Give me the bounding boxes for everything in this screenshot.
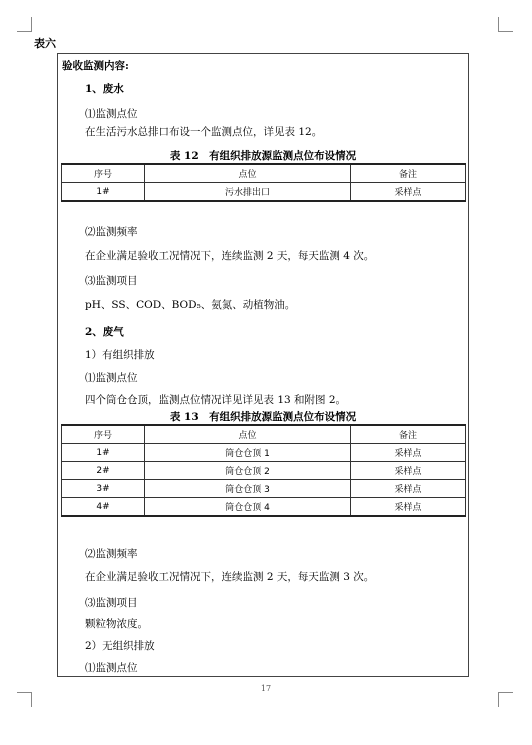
section2-frequency-label: ⑵监测频率 [85, 548, 138, 560]
table12 [61, 163, 466, 202]
col-header-seq: 序号 [62, 164, 145, 183]
crop-mark-bottom-left [17, 692, 32, 707]
section1-items-text: pH、SS、COD、BOD₅、氨氮、动植物油。 [85, 299, 296, 311]
cell-note: 采样点 [351, 183, 466, 202]
section1-point-label: ⑴监测点位 [85, 108, 138, 120]
cell-location: 筒仓仓顶 3 [145, 480, 351, 498]
section1-heading: 1、废水 [85, 83, 124, 95]
col-header-location: 点位 [145, 425, 351, 444]
crop-mark-top-right [498, 17, 513, 32]
cell-seq: 3# [62, 480, 145, 498]
table-row [62, 498, 466, 517]
table-header-row [62, 425, 466, 444]
crop-mark-bottom-right [498, 692, 513, 707]
section2-sub2: 2）无组织排放 [85, 640, 155, 652]
cell-location: 筒仓仓顶 1 [145, 444, 351, 462]
section1-frequency-text: 在企业满足验收工况情况下，连续监测 2 天，每天监测 4 次。 [85, 250, 375, 262]
col-header-note: 备注 [351, 425, 466, 444]
content-title: 验收监测内容: [62, 60, 129, 72]
section2-frequency-text: 在企业满足验收工况情况下，连续监测 2 天，每天监测 3 次。 [85, 571, 375, 583]
table12-caption: 表 12 有组织排放源监测点位布设情况 [169, 150, 357, 162]
cell-seq: 4# [62, 498, 145, 517]
section2-fugitive-point-label: ⑴监测点位 [85, 662, 138, 674]
cell-seq: 2# [62, 462, 145, 480]
section2-point-text: 四个筒仓仓顶，监测点位情况详见详见表 13 和附图 2。 [85, 394, 347, 406]
col-header-location: 点位 [145, 164, 351, 183]
cell-location: 筒仓仓顶 4 [145, 498, 351, 517]
cell-note: 采样点 [351, 480, 466, 498]
section2-items-label: ⑶监测项目 [85, 597, 138, 609]
section1-point-text: 在生活污水总排口布设一个监测点位，详见表 12。 [85, 126, 323, 138]
table-row [62, 462, 466, 480]
cell-note: 采样点 [351, 462, 466, 480]
cell-seq: 1# [62, 444, 145, 462]
table13 [61, 424, 466, 517]
section2-heading: 2、废气 [85, 326, 124, 338]
col-header-seq: 序号 [62, 425, 145, 444]
table13-caption: 表 13 有组织排放源监测点位布设情况 [169, 411, 357, 423]
section2-sub1: 1）有组织排放 [85, 349, 155, 361]
cell-note: 采样点 [351, 498, 466, 517]
col-header-note: 备注 [351, 164, 466, 183]
section1-frequency-label: ⑵监测频率 [85, 226, 138, 238]
table-row [62, 444, 466, 462]
page-header: 表六 [34, 37, 56, 50]
page-number: 17 [260, 684, 272, 693]
cell-location: 筒仓仓顶 2 [145, 462, 351, 480]
crop-mark-top-left [17, 17, 32, 32]
section2-point-label: ⑴监测点位 [85, 372, 138, 384]
section1-items-label: ⑶监测项目 [85, 275, 138, 287]
section2-items-text: 颗粒物浓度。 [85, 618, 148, 630]
table-row [62, 183, 466, 202]
table-header-row [62, 164, 466, 183]
table-row [62, 480, 466, 498]
cell-note: 采样点 [351, 444, 466, 462]
cell-seq: 1# [62, 183, 145, 202]
cell-location: 污水排出口 [145, 183, 351, 202]
